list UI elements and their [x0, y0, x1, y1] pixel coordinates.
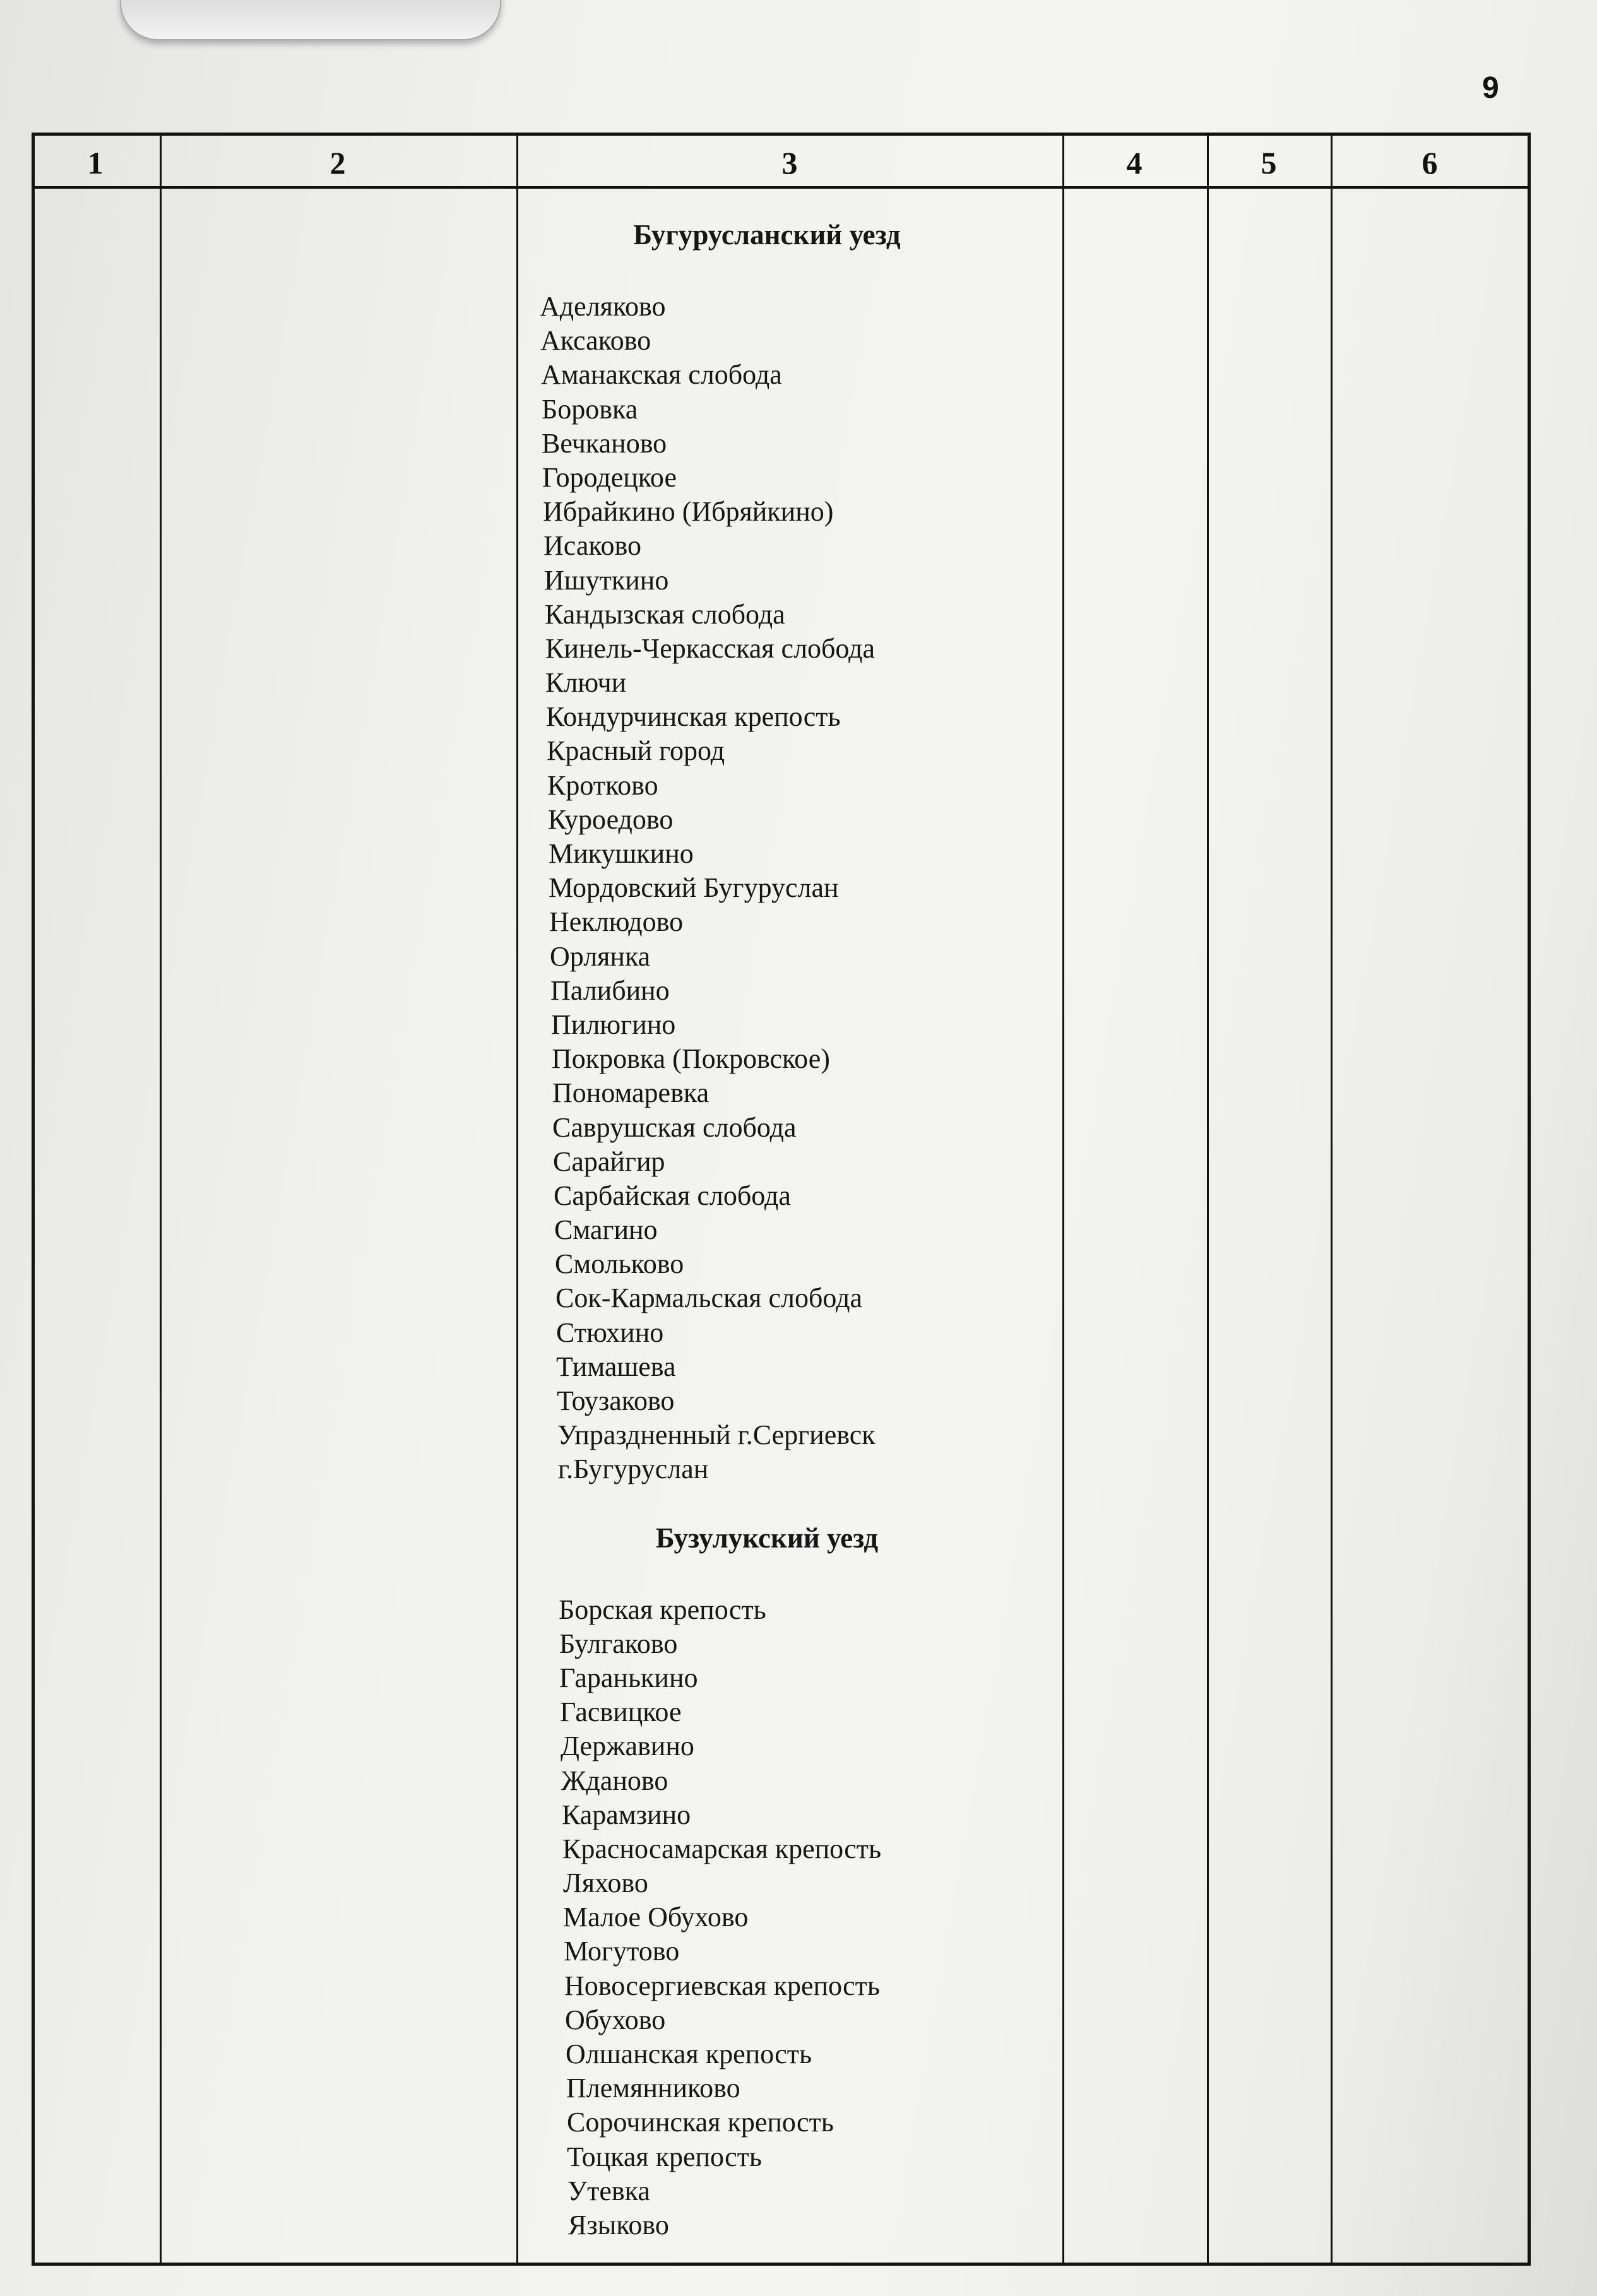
column-divider	[516, 136, 518, 2263]
place-entry: Мордовский Бугуруслан	[549, 872, 839, 904]
place-entry: Вечканово	[542, 427, 667, 459]
place-entry: Красный город	[547, 735, 725, 767]
place-entry: Сорочинская крепость	[567, 2107, 834, 2138]
place-entry: Державино	[561, 1731, 694, 1762]
place-entry: Стюхино	[556, 1317, 664, 1348]
place-entry: Красносамарская крепость	[562, 1833, 882, 1864]
place-entry: Кинель-Черкасская слобода	[545, 632, 876, 664]
column-header-4: 4	[1126, 145, 1143, 180]
place-entry: Малое Обухово	[563, 1902, 749, 1933]
place-entry: Боровка	[542, 393, 638, 425]
place-entry: Сарайгир	[553, 1145, 665, 1177]
section-title: Бугурусланский уезд	[633, 219, 901, 251]
place-entry: Сок-Кармальская слобода	[555, 1282, 863, 1314]
place-entry: Смагино	[554, 1214, 658, 1246]
place-entry: Аделяково	[540, 291, 666, 322]
place-entry: Пономаревка	[552, 1077, 709, 1109]
section-gap	[540, 252, 1045, 290]
section-title: Бузулукский уезд	[655, 1522, 879, 1554]
place-entry: Неклюдово	[549, 906, 684, 938]
column-header-2: 2	[329, 145, 346, 180]
place-entry: Покровка (Покровское)	[552, 1043, 830, 1075]
place-entry: Саврушская слобода	[552, 1111, 797, 1143]
place-entry: Городецкое	[542, 461, 677, 493]
place-entry: г.Бугуруслан	[558, 1453, 709, 1485]
column-header-3: 3	[781, 145, 798, 180]
place-entry: Языково	[568, 2209, 669, 2240]
place-entry: Булгаково	[559, 1628, 678, 1659]
place-entry: Пилюгино	[551, 1009, 676, 1040]
column-divider	[1062, 136, 1064, 2263]
column-header-5: 5	[1261, 145, 1277, 180]
place-entry: Исаково	[543, 530, 641, 562]
place-entry: Могутово	[564, 1936, 680, 1967]
place-entry: Палибино	[550, 974, 670, 1006]
place-entry: Жданово	[561, 1765, 668, 1796]
place-entry: Аксаково	[540, 325, 651, 357]
column-divider	[160, 136, 162, 2263]
place-entry: Борская крепость	[559, 1594, 766, 1625]
place-entry: Утевка	[567, 2175, 650, 2206]
section-gap	[540, 1555, 1045, 1593]
place-entry: Ляхово	[563, 1867, 648, 1899]
place-entry: Кротково	[547, 769, 658, 801]
column-divider	[1331, 136, 1333, 2263]
header-divider	[35, 186, 1528, 189]
column-divider	[1207, 136, 1209, 2263]
place-entry: Племянниково	[566, 2073, 740, 2104]
place-entry: Микушкино	[549, 838, 694, 869]
place-entry: Тоцкая крепость	[567, 2141, 762, 2172]
place-entry: Олшанская крепость	[566, 2039, 812, 2069]
place-entry: Карамзино	[562, 1799, 691, 1830]
place-entry: Смольково	[555, 1248, 684, 1280]
page-number: 9	[1482, 71, 1499, 105]
place-entry: Кондурчинская крепость	[546, 701, 841, 733]
column-3-content	[540, 218, 1045, 2242]
place-entry: Гаранькино	[559, 1662, 698, 1693]
place-entry: Обухово	[565, 2004, 666, 2035]
place-entry: Куроедово	[548, 803, 674, 835]
place-entry: Ишуткино	[544, 564, 669, 596]
place-entry: Гасвицкое	[560, 1696, 682, 1728]
place-entry: Ибрайкино (Ибряйкино)	[543, 496, 834, 528]
place-entry: Орлянка	[550, 940, 651, 972]
place-entry: Новосергиевская крепость	[564, 1970, 880, 2001]
place-entry: Упраздненный г.Сергиевск	[557, 1419, 876, 1451]
column-header-6: 6	[1422, 145, 1438, 180]
place-entry: Ключи	[545, 667, 627, 699]
place-entry: Тоузаково	[557, 1385, 675, 1416]
place-entry: Аманакская слобода	[541, 359, 782, 391]
column-header-1: 1	[87, 145, 104, 180]
page-clip	[120, 0, 501, 40]
place-entry: Сарбайская слобода	[554, 1180, 791, 1211]
place-entry: Тимашева	[556, 1351, 676, 1382]
place-entry: Кандызская слобода	[545, 598, 785, 630]
